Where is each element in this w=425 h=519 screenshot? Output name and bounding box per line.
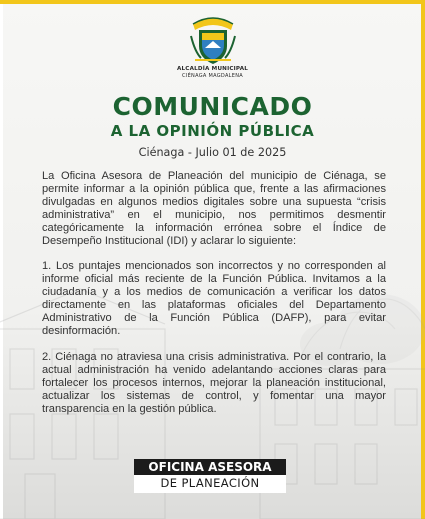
publication-date: Ciénaga - Julio 01 de 2025: [138, 146, 287, 159]
footer-office-name: OFICINA ASESORA: [148, 460, 272, 474]
municipal-coat-of-arms-icon: [187, 14, 239, 66]
footer-office-department: DE PLANEACIÓN: [160, 476, 260, 490]
page-title: COMUNICADO: [112, 92, 313, 121]
body-paragraph-intro: La Oficina Asesora de Planeación del municipio de Ciénaga, se permite informar a la opinión pública que, frente a las afirmaciones divulgadas en algunos medios digitales sobre una supuesta “crisis administrativa” en el municipio, nos permitimos desmentir categóricamente la información errónea sobre el Índice de Desempeño Institucional (IDI) y aclarar lo siguiente:: [42, 170, 386, 247]
logo-caption-municipality: CIÉNAGA MAGDALENA: [182, 73, 243, 79]
logo-caption-alcaldia: ALCALDÍA MUNICIPAL: [176, 66, 249, 72]
communique-body: [42, 170, 386, 428]
page-subtitle: A LA OPINIÓN PÚBLICA: [110, 122, 315, 140]
frame-top-border: [0, 0, 425, 4]
body-paragraph-point-1: 1. Los puntajes mencionados son incorrectos y no corresponden al informe oficial más reciente de la Función Pública. Invitamos a la ciudadanía y a los medios de comunicación a verificar los datos directamente en las plataformas oficiales del Departamento Administrativo de la Función Pública (DAFP), para evitar desinformación.: [42, 260, 386, 337]
body-paragraph-point-2: 2. Ciénaga no atraviesa una crisis administrativa. Por el contrario, la actual administración ha venido adelantando acciones claras para fortalecer los procesos internos, mejorar la planeación institucional, actualizar los sistemas de control, y fomentar una mayor transparencia en la gestión pública.: [42, 350, 386, 415]
